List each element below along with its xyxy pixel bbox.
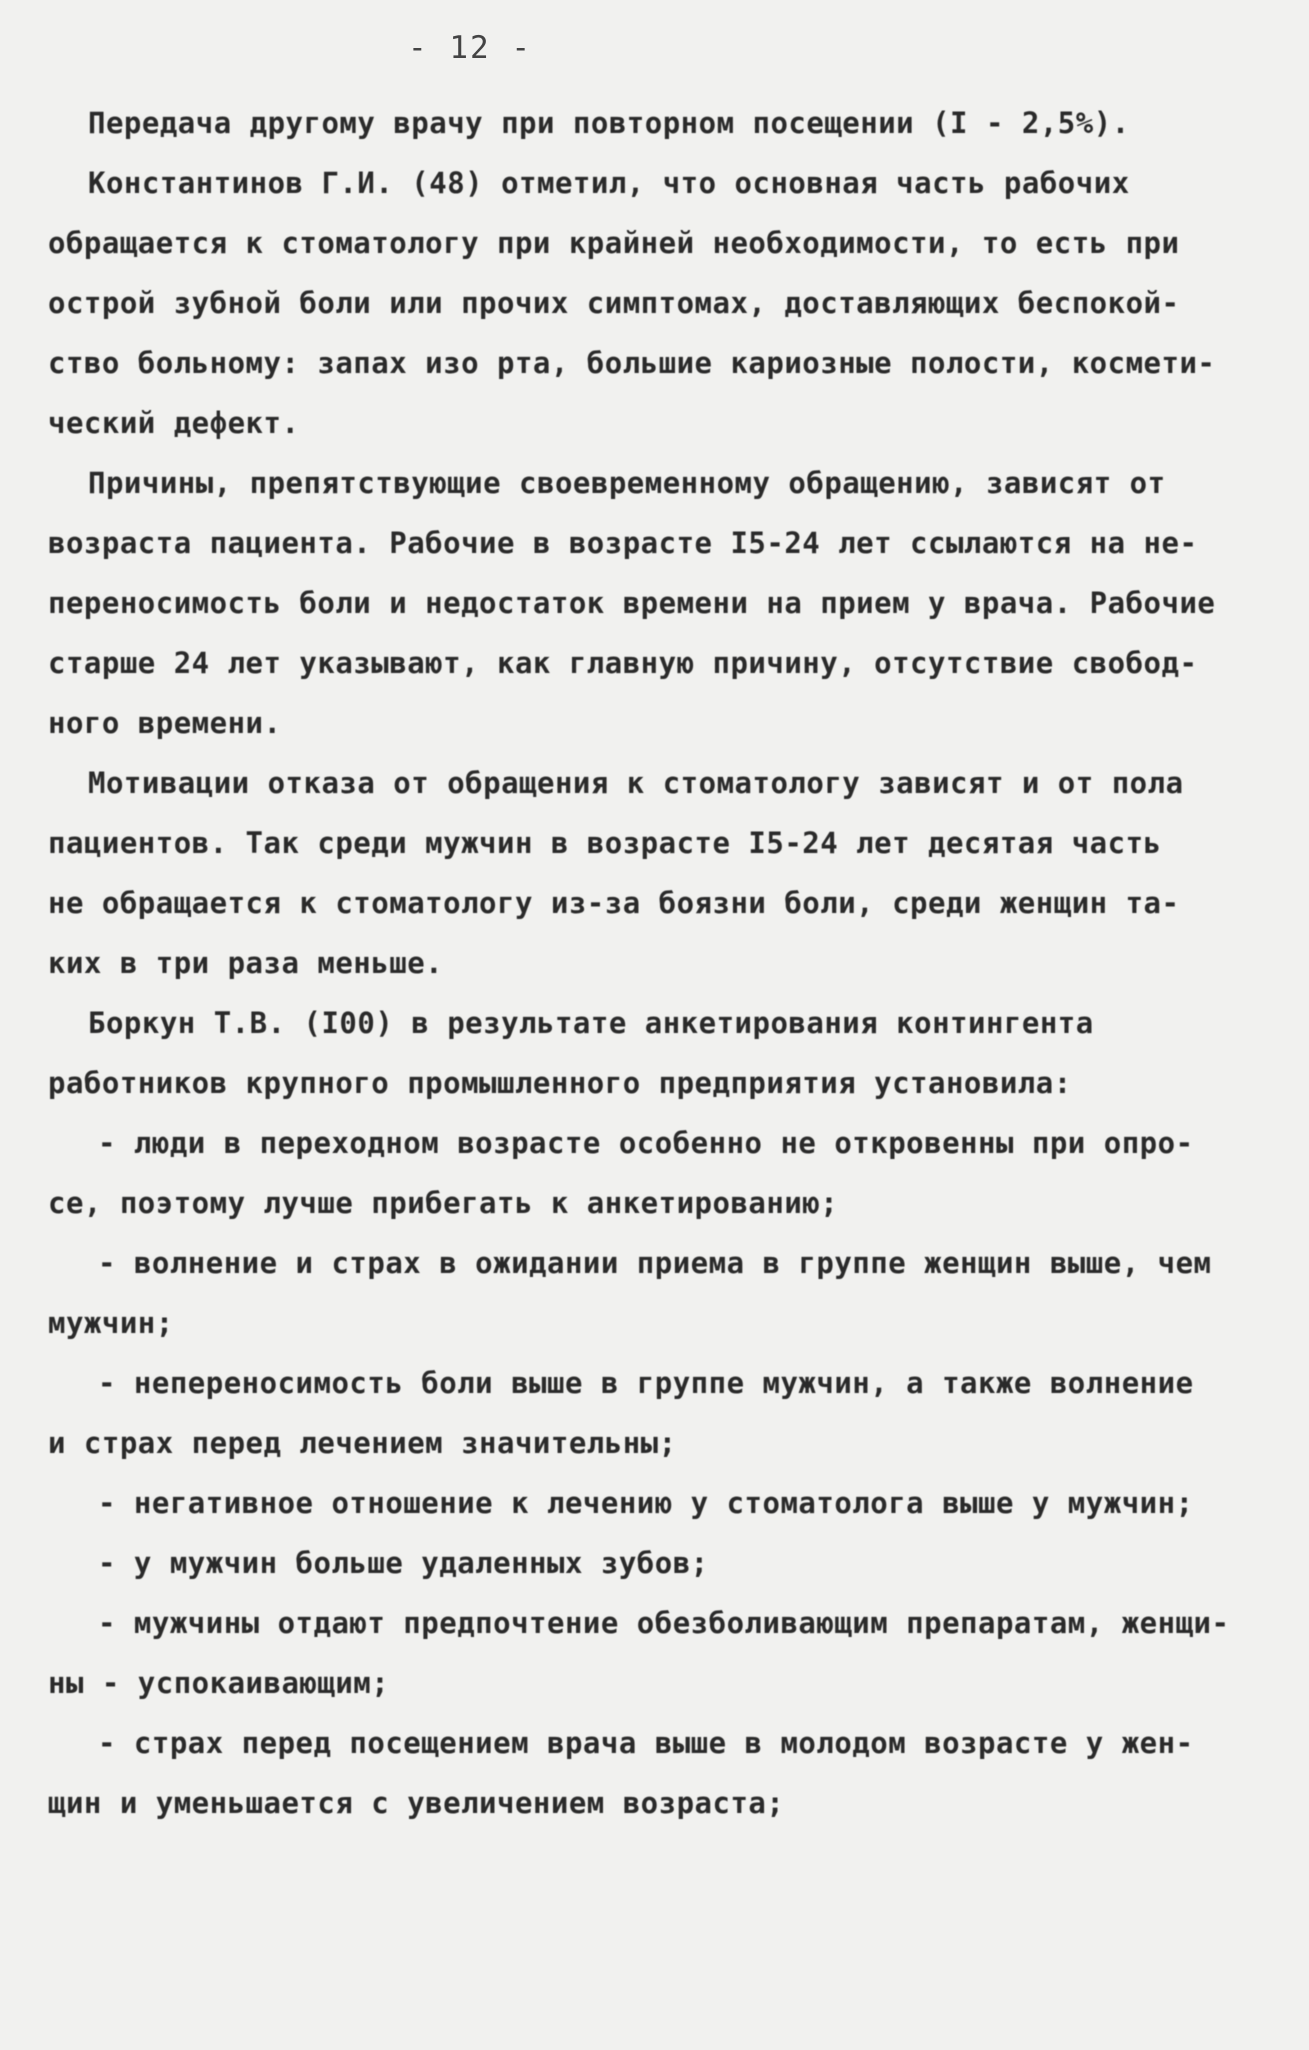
- text-line: - у мужчин больше удаленных зубов;: [98, 1546, 709, 1580]
- text-line: переносимость боли и недостаток времени на прием у врача. Рабочие: [48, 586, 1216, 620]
- text-line: - непереносимость боли выше в группе мужчин, а также волнение: [98, 1366, 1194, 1400]
- text-line: - мужчины отдают предпочтение обезболивающим препаратам, женщи-: [98, 1606, 1230, 1640]
- page-number: - 12 -: [408, 30, 532, 66]
- text-line: Боркун Т.В. (I00) в результате анкетирования контингента: [88, 1006, 1094, 1040]
- text-line: Константинов Г.И. (48) отметил, что основная часть рабочих: [88, 166, 1130, 200]
- text-line: - люди в переходном возрасте особенно не откровенны при опро-: [98, 1126, 1194, 1160]
- text-line: ческий дефект.: [48, 406, 300, 440]
- text-line: ны - успокаивающим;: [48, 1666, 390, 1700]
- text-line: старше 24 лет указывают, как главную причину, отсутствие свобод-: [48, 646, 1198, 680]
- text-line: ство больному: запах изо рта, большие кариозные полости, космети-: [48, 346, 1216, 380]
- text-line: не обращается к стоматологу из-за боязни боли, среди женщин та-: [48, 886, 1180, 920]
- text-line: щин и уменьшается с увеличением возраста;: [48, 1786, 785, 1820]
- text-line: - волнение и страх в ожидании приема в группе женщин выше, чем: [98, 1246, 1212, 1280]
- text-line: возраста пациента. Рабочие в возрасте I5-24 лет ссылаются на не-: [48, 526, 1198, 560]
- text-line: и страх перед лечением значительны;: [48, 1426, 677, 1460]
- text-line: Мотивации отказа от обращения к стоматологу зависят и от пола: [88, 766, 1184, 800]
- text-line: - негативное отношение к лечению у стоматолога выше у мужчин;: [98, 1486, 1194, 1520]
- text-line: пациентов. Так среди мужчин в возрасте I5-24 лет десятая часть: [48, 826, 1162, 860]
- text-line: се, поэтому лучше прибегать к анкетированию;: [48, 1186, 839, 1220]
- text-line: обращается к стоматологу при крайней необходимости, то есть при: [48, 226, 1180, 260]
- text-line: Передача другому врачу при повторном посещении (I - 2,5%).: [88, 106, 1130, 140]
- text-line: острой зубной боли или прочих симптомах, доставляющих беспокой-: [48, 286, 1180, 320]
- text-line: мужчин;: [48, 1306, 174, 1340]
- text-line: работников крупного промышленного предприятия установила:: [48, 1066, 1072, 1100]
- text-line: ного времени.: [48, 706, 282, 740]
- text-line: Причины, препятствующие своевременному обращению, зависят от: [88, 466, 1166, 500]
- text-line: - страх перед посещением врача выше в молодом возрасте у жен-: [98, 1726, 1194, 1760]
- text-line: ких в три раза меньше.: [48, 946, 444, 980]
- body-text: [48, 108, 1258, 1848]
